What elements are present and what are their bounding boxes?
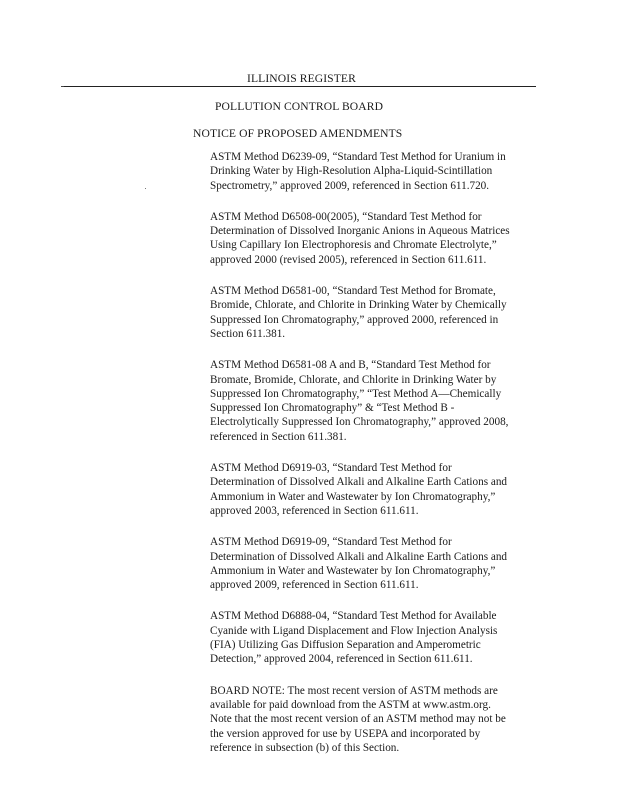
paragraph-line: reference in subsection (b) of this Section. xyxy=(210,741,400,754)
header-rule xyxy=(64,86,536,87)
document-body xyxy=(210,150,536,772)
paragraph-line: Electrolytically Suppressed Ion Chromatography,” approved 2008, xyxy=(210,416,509,429)
paragraph-line: the version approved for use by USEPA and incorporated by xyxy=(210,727,481,740)
reference-paragraph xyxy=(210,150,536,193)
paragraph-line: referenced in Section 611.381. xyxy=(210,430,347,443)
reference-paragraph xyxy=(210,461,536,518)
paragraph-line: Ammonium in Water and Wastewater by Ion Chromatography,” xyxy=(210,490,496,503)
paragraph-line: Determination of Dissolved Alkali and Alkaline Earth Cations and xyxy=(210,476,508,489)
reference-paragraph xyxy=(210,358,536,444)
paragraph-line: ASTM Method D6239-09, “Standard Test Method for Uranium in xyxy=(210,151,506,163)
paragraph-line: Detection,” approved 2004, referenced in Section 611.611. xyxy=(210,653,473,666)
paragraph-line: Note that the most recent version of an ASTM method may not be xyxy=(210,713,506,726)
paragraph-line: Using Capillary Ion Electrophoresis and Chromate Electrolyte,” xyxy=(210,239,497,252)
paragraph-line: approved 2000 (revised 2005), referenced in Section 611.611. xyxy=(210,253,487,266)
paragraph-line: Cyanide with Ligand Displacement and Flow Injection Analysis xyxy=(210,624,498,637)
reference-paragraph xyxy=(210,284,536,341)
paragraph-line: (FIA) Utilizing Gas Diffusion Separation and Amperometric xyxy=(210,639,481,652)
paragraph-line: ASTM Method D6888-04, “Standard Test Method for Available xyxy=(210,610,497,623)
paragraph-line: approved 2009, referenced in Section 611.611. xyxy=(210,579,419,592)
paragraph-line: Spectrometry,” approved 2009, referenced in Section 611.720. xyxy=(210,179,490,192)
paragraph-line: BOARD NOTE: The most recent version of ASTM methods are xyxy=(210,684,498,697)
reference-paragraph xyxy=(210,684,536,755)
paragraph-line: ASTM Method D6919-03, “Standard Test Method for xyxy=(210,462,452,475)
reference-paragraph xyxy=(210,609,536,666)
paragraph-line: Suppressed Ion Chromatography,” approved 2000, referenced in xyxy=(210,313,499,326)
paragraph-line: Suppressed Ion Chromatography,” “Test Method A—Chemically xyxy=(210,387,502,400)
register-title: ILLINOIS REGISTER xyxy=(247,72,356,85)
paragraph-line: Suppressed Ion Chromatography” & “Test Method B - xyxy=(210,402,455,415)
paragraph-line: ASTM Method D6581-00, “Standard Test Method for Bromate, xyxy=(210,285,496,298)
paragraph-line: ASTM Method D6508-00(2005), “Standard Test Method for xyxy=(210,210,482,223)
paragraph-line: approved 2003, referenced in Section 611.611. xyxy=(210,504,419,517)
notice-title: NOTICE OF PROPOSED AMENDMENTS xyxy=(193,127,403,140)
paragraph-line: Ammonium in Water and Wastewater by Ion Chromatography,” xyxy=(210,564,496,577)
scan-speck xyxy=(145,188,146,189)
reference-paragraph xyxy=(210,210,536,267)
paragraph-line: Determination of Dissolved Alkali and Alkaline Earth Cations and xyxy=(210,550,508,563)
paragraph-line: available for paid download from the ASTM at www.astm.org. xyxy=(210,698,491,711)
paragraph-line: Drinking Water by High-Resolution Alpha-Liquid-Scintillation xyxy=(210,165,493,178)
board-title: POLLUTION CONTROL BOARD xyxy=(215,100,384,113)
paragraph-line: Determination of Dissolved Inorganic Anions in Aqueous Matrices xyxy=(210,225,510,238)
paragraph-line: Section 611.381. xyxy=(210,327,286,340)
paragraph-line: Bromate, Bromide, Chlorate, and Chlorite in Drinking Water by xyxy=(210,373,497,386)
paragraph-line: Bromide, Chlorate, and Chlorite in Drinking Water by Chemically xyxy=(210,299,507,312)
paragraph-line: ASTM Method D6919-09, “Standard Test Method for xyxy=(210,536,452,549)
paragraph-line: ASTM Method D6581-08 A and B, “Standard Test Method for xyxy=(210,359,491,372)
reference-paragraph xyxy=(210,535,536,592)
